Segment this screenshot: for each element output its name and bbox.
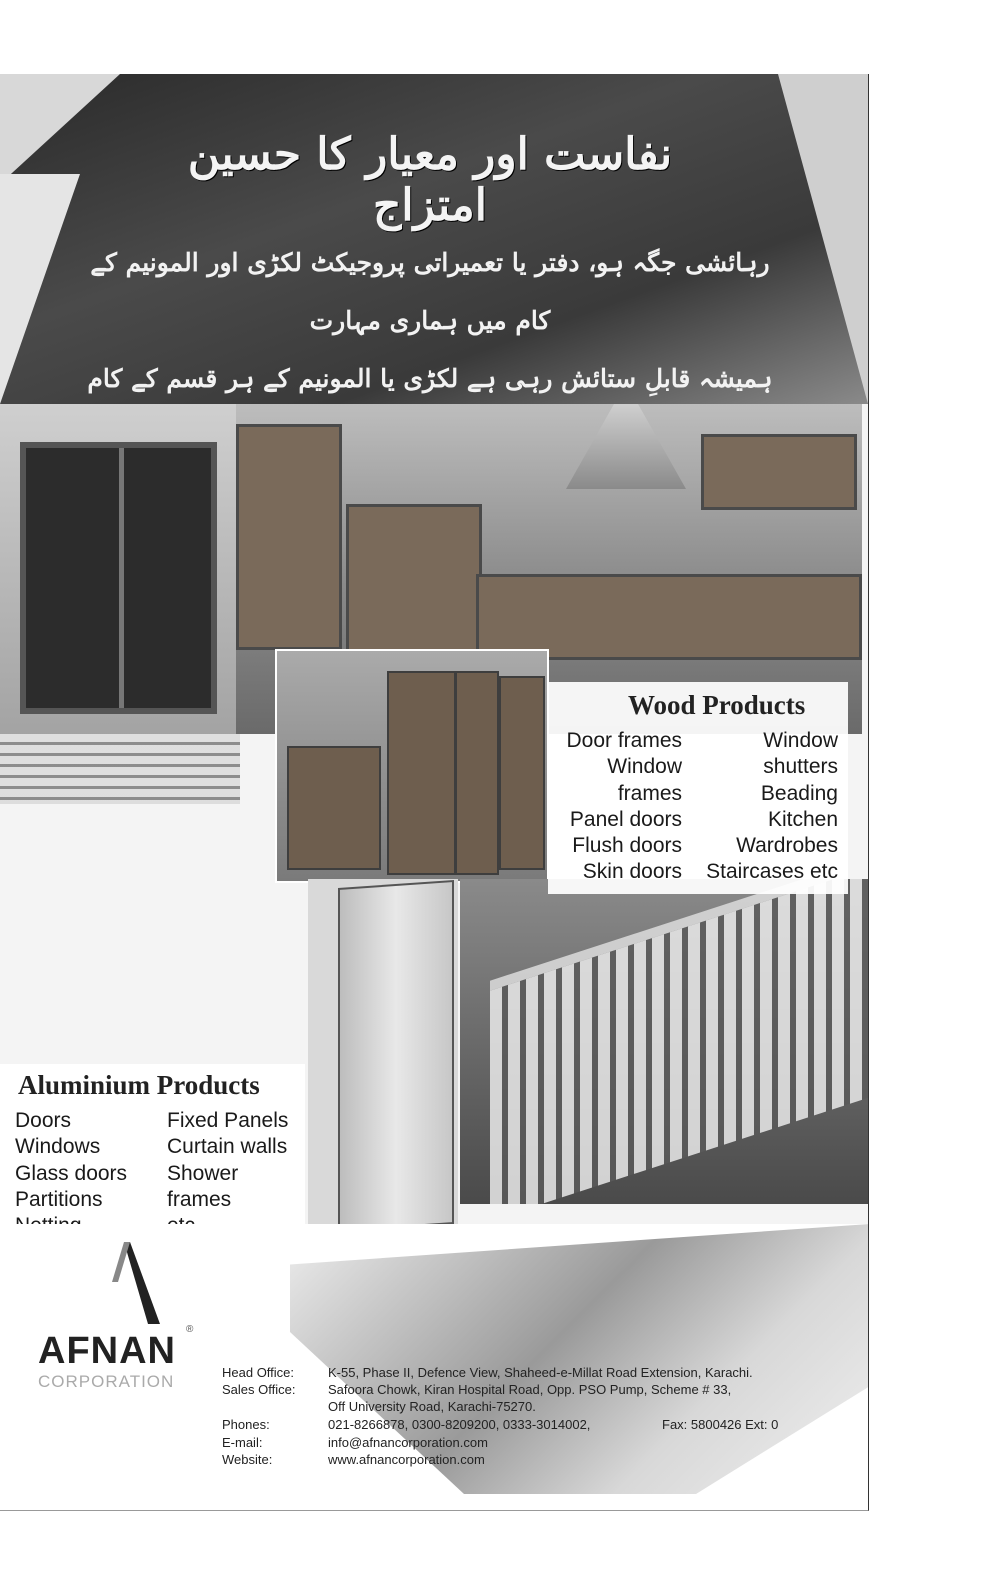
list-item: shutters — [763, 755, 838, 779]
banner-facet — [778, 74, 868, 404]
cupboard-image — [287, 746, 381, 870]
list-item: Panel doors — [569, 807, 682, 831]
list-item: Wardrobes — [736, 834, 838, 858]
list-item: Flush doors — [572, 834, 682, 858]
cabinet-image — [701, 434, 857, 510]
range-hood-image — [566, 404, 686, 489]
wardrobe-door-image — [499, 676, 545, 870]
aluminium-products-title: Aluminium Products — [18, 1070, 260, 1100]
staircase-photo — [460, 879, 868, 1204]
list-item: Beading — [760, 781, 838, 805]
urdu-line: رہائشی جگہ ہو، دفتر یا تعمیراتی پروجیکٹ لکڑی اور المونیم کے کام میں ہماری مہارت — [90, 248, 770, 335]
registered-mark: ® — [186, 1324, 194, 1335]
list-item: frames — [617, 781, 682, 805]
door-frame-image — [20, 442, 217, 714]
website-label: Website: — [222, 1452, 273, 1467]
phone-numbers: 021-8266878, 0300-8209200, 0333-3014002, — [328, 1417, 591, 1432]
stair-railing-image — [490, 879, 868, 1204]
fax-number: Fax: 5800426 Ext: 0 — [662, 1417, 779, 1432]
wood-door-photo — [308, 879, 458, 1224]
list-item: Door frames — [566, 729, 682, 752]
logo-name: AFNAN — [38, 1330, 176, 1372]
phones-label: Phones: — [222, 1417, 270, 1432]
list-item: Kitchen — [767, 807, 838, 831]
email-label: E-mail: — [222, 1435, 263, 1450]
list-item: Curtain walls — [167, 1135, 288, 1159]
cabinet-image — [346, 504, 482, 660]
list-item: Window — [763, 729, 838, 752]
wood-products-list-right — [698, 728, 838, 886]
logo-subtitle: CORPORATION — [38, 1372, 175, 1391]
list-item: Windows — [15, 1135, 101, 1159]
wardrobe-photo — [275, 649, 549, 883]
list-item: Staircases etc — [706, 860, 838, 884]
list-item: frames — [167, 1187, 232, 1211]
urdu-line: ہمیشہ قابلِ ستائش رہی ہے لکڑی یا المونیم کے ہر قسم کے کام — [87, 364, 773, 393]
head-office-label: Head Office: — [222, 1365, 295, 1380]
logo-mark-icon — [96, 1242, 166, 1327]
afnan-logo — [36, 1242, 196, 1392]
counter-image — [476, 574, 862, 660]
urdu-headline: نفاست اور معیار کا حسین امتزاج — [187, 129, 673, 231]
sales-office-label: Sales Office: — [222, 1382, 296, 1397]
list-item: Fixed Panels — [167, 1109, 289, 1132]
aluminium-products-list-right — [167, 1108, 302, 1239]
aluminium-door-photo — [0, 404, 240, 804]
cabinet-image — [236, 424, 342, 650]
website-url: www.afnancorporation.com — [328, 1452, 485, 1467]
header-banner — [0, 74, 868, 404]
wardrobe-door-image — [387, 671, 456, 875]
banner-facet — [0, 74, 120, 184]
wood-products-panel — [548, 682, 848, 894]
wood-products-list-left — [560, 728, 682, 886]
list-item: Doors — [15, 1109, 72, 1132]
railing-image — [0, 734, 240, 804]
head-office-address: K-55, Phase II, Defence View, Shaheed-e-Millat Road Extension, Karachi. — [328, 1365, 753, 1380]
list-item: Glass doors — [15, 1161, 128, 1185]
aluminium-products-list-left — [15, 1108, 165, 1239]
banner-facet — [0, 174, 80, 404]
wood-products-title: Wood Products — [628, 690, 806, 720]
list-item: Partitions — [15, 1187, 103, 1211]
email-address: info@afnancorporation.com — [328, 1435, 488, 1450]
sales-office-address: Safoora Chowk, Kiran Hospital Road, Opp. PSO Pump, Scheme # 33, — [328, 1382, 732, 1397]
list-item: Window — [607, 755, 682, 779]
list-item: Skin doors — [582, 860, 682, 884]
wardrobe-door-image — [455, 671, 499, 875]
door-leaf-image — [338, 880, 454, 1224]
list-item: Shower — [167, 1161, 239, 1185]
sales-office-address-2: Off University Road, Karachi-75270. — [328, 1399, 536, 1414]
